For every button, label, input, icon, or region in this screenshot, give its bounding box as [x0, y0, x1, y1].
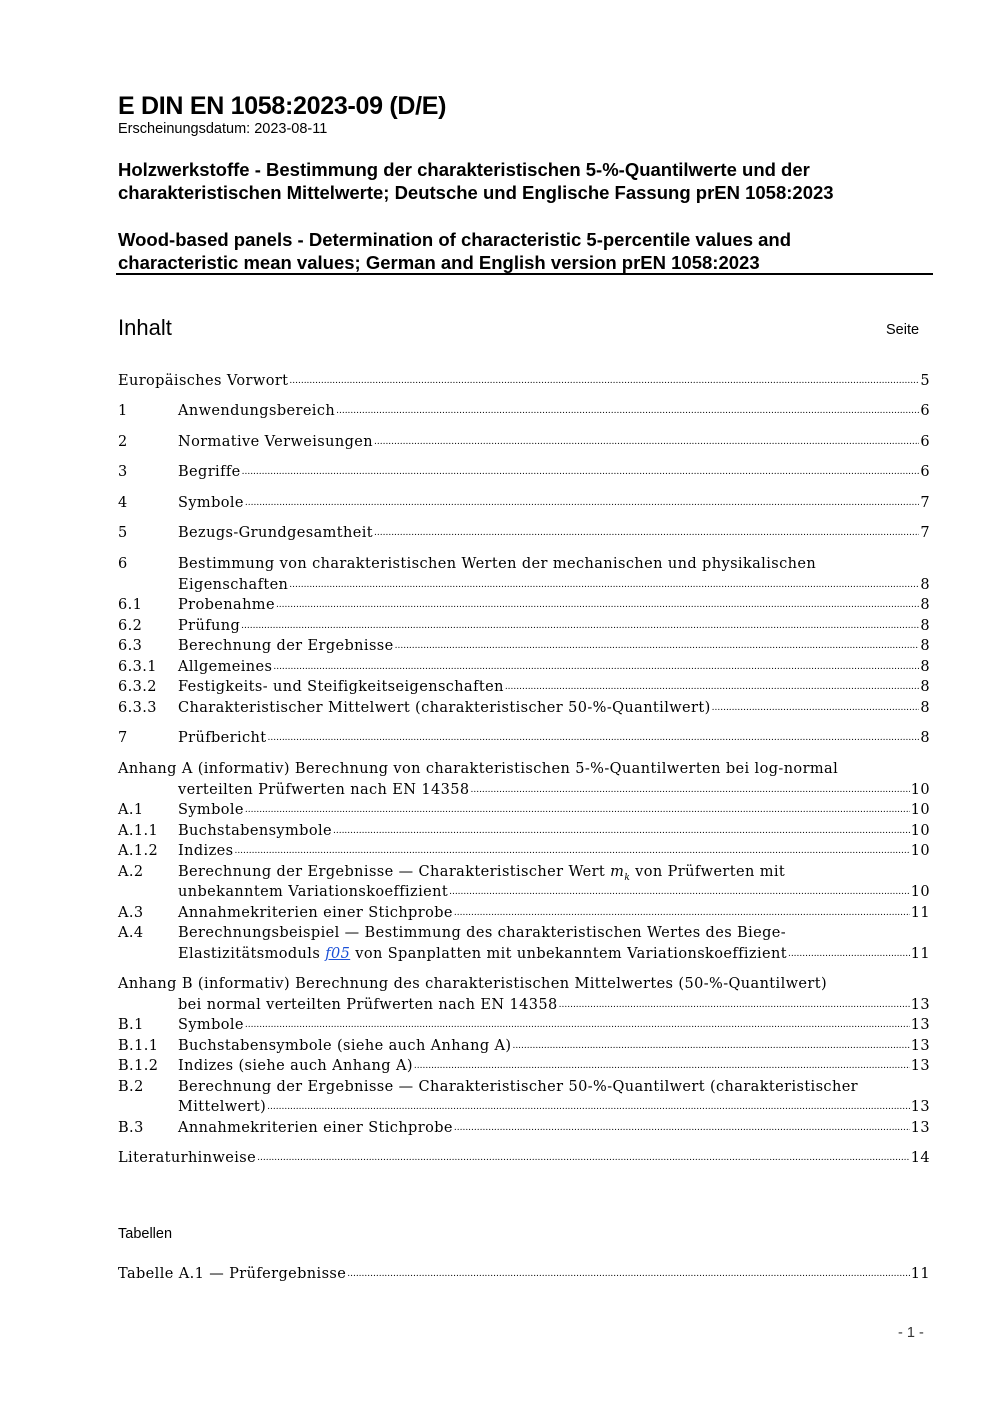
toc-entry-a-3[interactable] [118, 903, 930, 924]
toc-heading: Inhalt [118, 315, 172, 340]
toc-entry-b-2-cont[interactable] [118, 1097, 930, 1118]
english-title-line2: characteristic mean values; German and English version prEN 1058:2023 [118, 252, 760, 273]
german-title-line2: charakteristischen Mittelwerte; Deutsche und Englische Fassung prEN 1058:2023 [118, 182, 834, 203]
toc-entry-bibliography[interactable] [118, 1148, 930, 1169]
toc-page: 10 [910, 802, 930, 818]
toc-label: Prüfbericht [178, 728, 267, 749]
toc-page: 11 [910, 945, 930, 962]
toc-page: 8 [920, 638, 930, 654]
toc-number: B.2 [118, 1078, 144, 1095]
toc-group-6 [118, 554, 930, 718]
toc-entry-4[interactable] [118, 493, 930, 514]
toc-entry-3[interactable] [118, 462, 930, 483]
toc-entry-b-3[interactable] [118, 1118, 930, 1139]
toc-page: 6 [920, 403, 930, 419]
toc-entry-a-1-1[interactable] [118, 821, 930, 842]
toc-number: 2 [118, 434, 128, 450]
toc-label: Annahmekriterien einer Stichprobe [178, 1118, 453, 1139]
toc-number: A.3 [118, 904, 144, 921]
toc-label-line2: Elastizitätsmoduls f05 von Spanplatten mit unbekanntem Variationskoeffizient [178, 944, 787, 965]
toc-label-line2: verteilten Prüfwerten nach EN 14358 [178, 780, 469, 801]
toc-entry-annex-b[interactable] [118, 974, 930, 995]
table-page: 11 [910, 1266, 930, 1282]
document-title: E DIN EN 1058:2023-09 (D/E) [118, 92, 447, 120]
toc-number: 3 [118, 464, 128, 480]
toc-page: 7 [920, 525, 930, 541]
toc-entry-b-1[interactable] [118, 1015, 930, 1036]
toc-label-line1: Berechnungsbeispiel — Bestimmung des charakteristischen Wertes des Biege- [178, 925, 787, 941]
toc-page: 8 [920, 597, 930, 613]
toc-page: 11 [910, 904, 930, 921]
toc-number: 6.2 [118, 617, 143, 634]
german-title [118, 158, 834, 204]
toc-page: 7 [920, 495, 930, 511]
toc-entry-a-2-cont[interactable] [118, 882, 930, 903]
table-entry-a-1[interactable] [118, 1264, 930, 1285]
toc-number: A.4 [118, 925, 144, 941]
toc-number: 6.3.3 [118, 699, 157, 716]
toc-number: B.3 [118, 1119, 144, 1136]
toc-number: 6.3 [118, 638, 143, 654]
toc-page: 13 [910, 996, 930, 1013]
toc-entry-2[interactable] [118, 432, 930, 453]
toc-number: B.1.1 [118, 1037, 159, 1054]
title-divider [116, 273, 933, 275]
toc-entry-5[interactable] [118, 523, 930, 544]
german-title-line1: Holzwerkstoffe - Bestimmung der charakteristischen 5-%-Quantilwerte und der [118, 159, 810, 180]
toc-label: Anwendungsbereich [178, 401, 335, 422]
toc-entry-foreword[interactable] [118, 371, 930, 392]
f05-link[interactable]: f05 [325, 945, 351, 962]
toc-entry-7[interactable] [118, 728, 930, 749]
table-label: Tabelle A.1 — Prüfergebnisse [118, 1264, 346, 1285]
symbol-m: m [610, 863, 625, 880]
toc-entry-a-4-cont[interactable] [118, 944, 930, 965]
toc-label: Indizes [178, 841, 233, 862]
toc-number: 4 [118, 495, 128, 511]
toc-page: 10 [910, 884, 930, 900]
toc-page: 6 [920, 434, 930, 450]
toc-page: 10 [910, 822, 930, 839]
toc-label-line1: Berechnung der Ergebnisse — Charakteristischer 50-%-Quantilwert (charakteristischer [178, 1078, 858, 1095]
toc-entry-6-2[interactable] [118, 616, 930, 637]
english-title-line1: Wood-based panels - Determination of characteristic 5-percentile values and [118, 229, 792, 250]
toc-group-annex-a [118, 759, 930, 964]
toc-label-line2: unbekanntem Variationskoeffizient [178, 882, 448, 903]
toc-label-line1: Anhang B (informativ) Berechnung des charakteristischen Mittelwertes (50-%-Quantilwert) [118, 976, 828, 992]
toc-page: 13 [910, 1037, 930, 1054]
toc-number: 6.3.2 [118, 679, 157, 695]
toc-label: Normative Verweisungen [178, 432, 373, 453]
toc-label-line2: Mittelwert) [178, 1097, 266, 1118]
toc-page: 5 [920, 373, 930, 389]
toc-page-label: Seite [886, 322, 920, 338]
toc-label: Symbole [178, 800, 244, 821]
toc-number: 6.3.1 [118, 658, 157, 675]
toc-entry-6-3-1[interactable] [118, 657, 930, 678]
toc-entry-a-1[interactable] [118, 800, 930, 821]
toc-number: 6.1 [118, 597, 143, 613]
symbol-k: k [624, 872, 631, 883]
toc-number: A.1.1 [118, 822, 159, 839]
toc-entry-annex-a[interactable] [118, 759, 930, 780]
toc-page: 8 [920, 658, 930, 675]
toc-group-annex-b [118, 974, 930, 1138]
toc-entry-b-2[interactable] [118, 1077, 930, 1098]
toc-number: A.1 [118, 802, 144, 818]
english-title [118, 228, 791, 274]
toc-label: Allgemeines [178, 657, 272, 678]
toc-page: 8 [920, 699, 930, 716]
toc-label: Buchstabensymbole (siehe auch Anhang A) [178, 1036, 511, 1057]
toc-label: Berechnung der Ergebnisse [178, 636, 394, 657]
toc-page: 13 [910, 1017, 930, 1033]
toc-entry-b-1-2[interactable] [118, 1056, 930, 1077]
toc-number: A.2 [118, 863, 144, 880]
toc-entry-annex-a-cont[interactable] [118, 780, 930, 801]
toc-label: Literaturhinweise [118, 1148, 256, 1169]
toc-entry-6-3-3[interactable] [118, 698, 930, 719]
toc-label: Charakteristischer Mittelwert (charakteristischer 50-%-Quantilwert) [178, 698, 711, 719]
toc-label: Indizes (siehe auch Anhang A) [178, 1056, 413, 1077]
toc-number: A.1.2 [118, 843, 159, 859]
toc-entry-6[interactable] [118, 554, 930, 575]
toc-label: Begriffe [178, 462, 241, 483]
toc-page: 6 [920, 464, 930, 480]
toc-number: B.1 [118, 1017, 144, 1033]
toc-entry-annex-b-cont[interactable] [118, 995, 930, 1016]
toc-number: 6 [118, 556, 128, 572]
toc-page: 10 [910, 843, 930, 859]
toc-page: 10 [910, 781, 930, 798]
toc-page: 8 [920, 730, 930, 746]
toc-page: 8 [920, 576, 930, 593]
toc-page: 14 [910, 1150, 930, 1166]
toc-page: 13 [910, 1058, 930, 1074]
toc-entry-1[interactable] [118, 401, 930, 422]
toc-page: 13 [910, 1099, 930, 1115]
toc-entry-6-1[interactable] [118, 595, 930, 616]
toc-page: 8 [920, 679, 930, 695]
toc-label: Europäisches Vorwort [118, 371, 288, 392]
toc-label-line1: Bestimmung von charakteristischen Werten der mechanischen und physikalischen [178, 556, 817, 572]
toc-entry-6-3-2[interactable] [118, 677, 930, 698]
toc-label: Bezugs-Grundgesamtheit [178, 523, 373, 544]
tables-heading: Tabellen [118, 1226, 173, 1242]
toc-entry-b-1-1[interactable] [118, 1036, 930, 1057]
toc-entry-a-1-2[interactable] [118, 841, 930, 862]
toc-label: Buchstabensymbole [178, 821, 332, 842]
toc-number: B.1.2 [118, 1058, 159, 1074]
toc-label-line2: Eigenschaften [178, 575, 288, 596]
toc-label-line1: Anhang A (informativ) Berechnung von charakteristischen 5-%-Quantilwerten bei log-normal [118, 761, 839, 777]
toc-number: 5 [118, 525, 128, 541]
toc-entry-a-2[interactable] [118, 862, 930, 883]
publication-date: Erscheinungsdatum: 2023-08-11 [118, 121, 328, 137]
toc-number: 7 [118, 730, 128, 746]
toc-entry-6-3[interactable] [118, 636, 930, 657]
toc-label: Annahmekriterien einer Stichprobe [178, 903, 453, 924]
toc-label: Probenahme [178, 595, 275, 616]
toc-label: Symbole [178, 493, 244, 514]
toc-entry-a-4[interactable] [118, 923, 930, 944]
toc-label-line2: bei normal verteilten Prüfwerten nach EN 14358 [178, 995, 558, 1016]
toc-entry-6-cont[interactable] [118, 575, 930, 596]
toc-label-line1: Berechnung der Ergebnisse — Charakteristischer Wert $m_k$ von Prüfwerten mit [178, 863, 786, 883]
page-number: - 1 - [898, 1325, 924, 1341]
toc-label: Festigkeits- und Steifigkeitseigenschaften [178, 677, 504, 698]
toc-number: 1 [118, 403, 128, 419]
toc-label: Prüfung [178, 616, 240, 637]
toc-label: Symbole [178, 1015, 244, 1036]
toc-page: 13 [910, 1119, 930, 1136]
toc-page: 8 [920, 617, 930, 634]
